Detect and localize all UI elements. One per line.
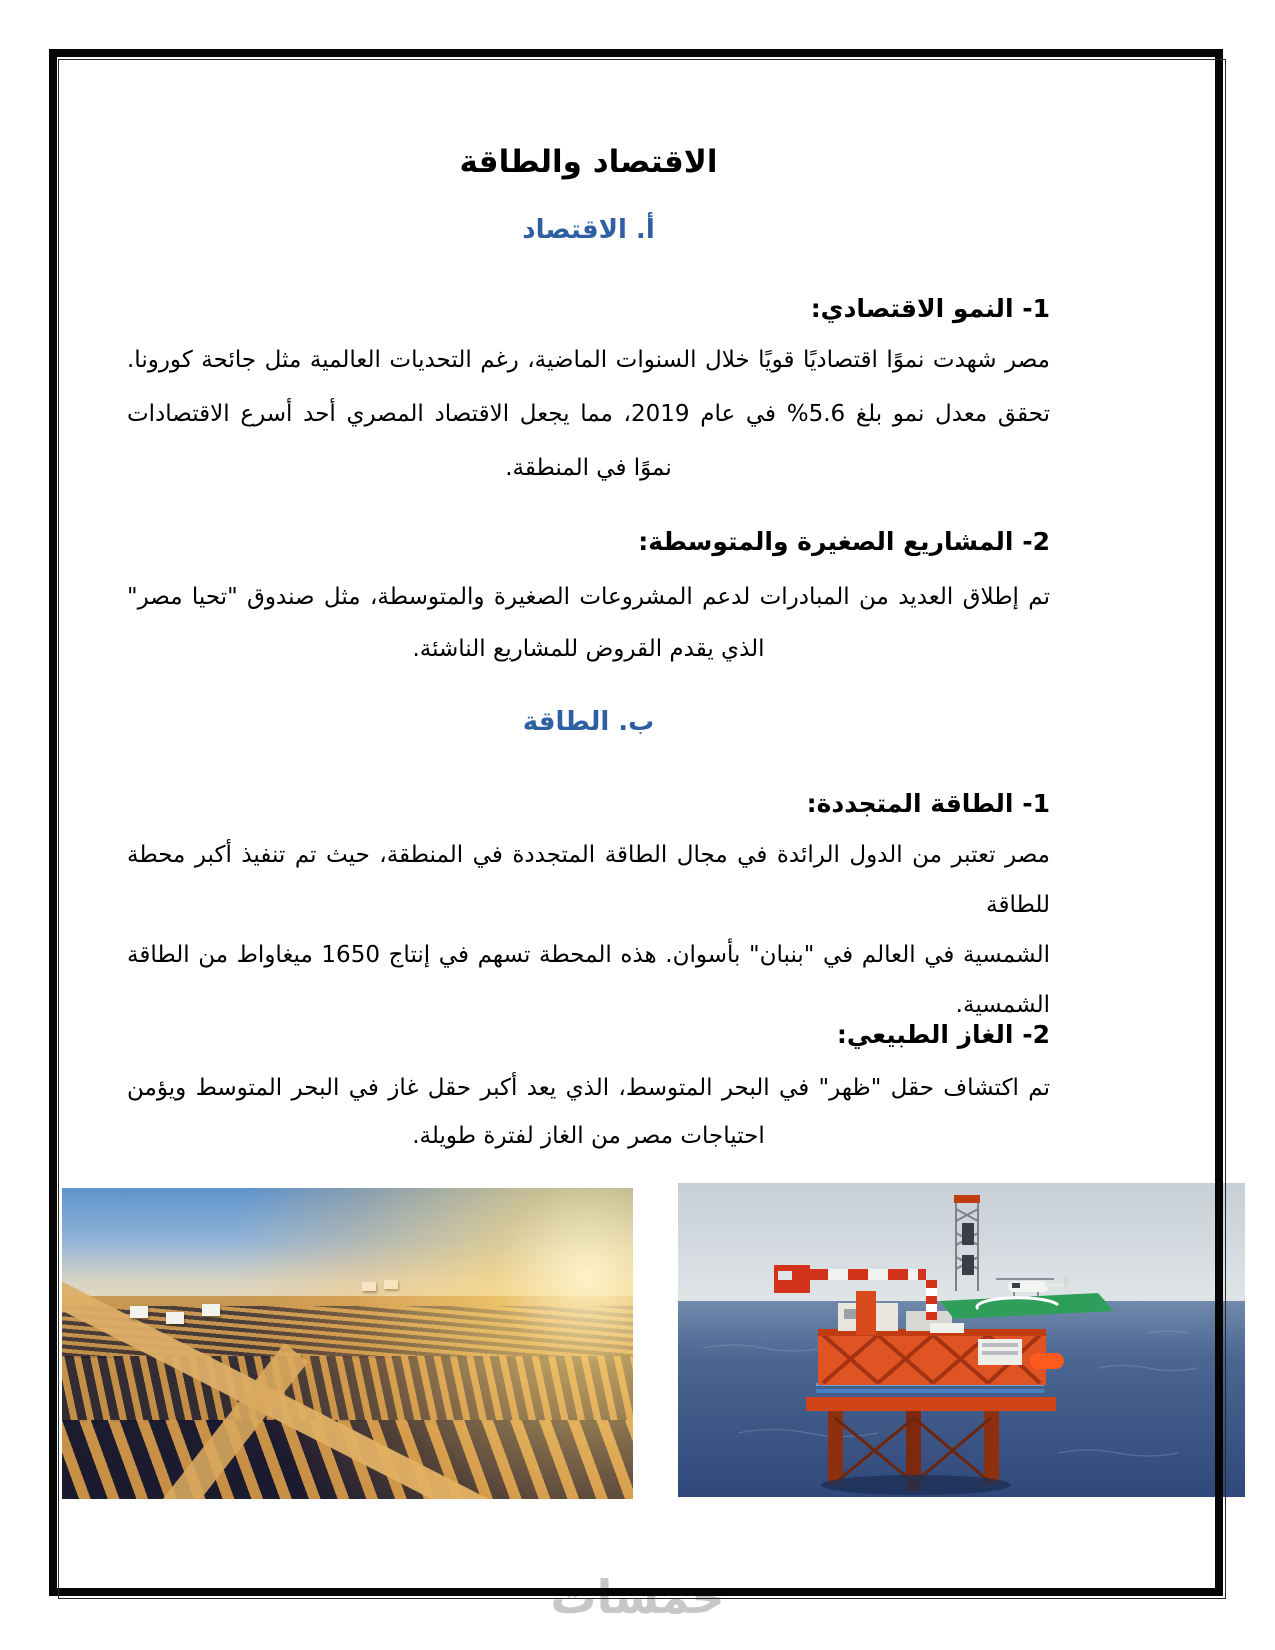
natural-gas-paragraph bbox=[127, 1064, 1050, 1160]
economic-growth-paragraph bbox=[127, 333, 1050, 495]
sme-paragraph bbox=[127, 571, 1050, 675]
paragraph-line: مصر تعتبر من الدول الرائدة في مجال الطاقة المتجددة في المنطقة، حيث تم تنفيذ أكبر محطة للطاقة bbox=[127, 842, 1050, 918]
paragraph-line: الشمسية. bbox=[955, 992, 1050, 1018]
watermark-text: خمسات bbox=[550, 1570, 725, 1624]
paragraph-line: الذي يقدم القروض للمشاريع الناشئة. bbox=[412, 636, 765, 662]
renewable-energy-heading: 1- الطاقة المتجددة: bbox=[806, 789, 1050, 818]
sme-heading: 2- المشاريع الصغيرة والمتوسطة: bbox=[638, 527, 1050, 556]
paragraph-line: تم اكتشاف حقل "ظهر" في البحر المتوسط، الذي يعد أكبر حقل غاز في البحر المتوسط ويؤمن bbox=[127, 1075, 1050, 1101]
document-title: الاقتصاد والطاقة bbox=[459, 144, 718, 180]
paragraph-line: مصر شهدت نموًا اقتصاديًا قويًا خلال السنوات الماضية، رغم التحديات العالمية مثل جائحة كورونا. bbox=[127, 347, 1050, 373]
economic-growth-heading: 1- النمو الاقتصادي: bbox=[810, 294, 1050, 323]
section-b-energy-title: ب. الطاقة bbox=[522, 707, 655, 737]
paragraph-line: الشمسية في العالم في "بنبان" بأسوان. هذه المحطة تسهم في إنتاج 1650 ميغاواط من الطاقة bbox=[127, 942, 1050, 968]
paragraph-line: تم إطلاق العديد من المبادرات لدعم المشروعات الصغيرة والمتوسطة، مثل صندوق "تحيا مصر" bbox=[127, 584, 1050, 610]
document-body bbox=[127, 0, 1050, 1650]
paragraph-line: احتياجات مصر من الغاز لفترة طويلة. bbox=[412, 1123, 765, 1149]
section-a-economy-title: أ. الاقتصاد bbox=[522, 215, 655, 245]
natural-gas-heading: 2- الغاز الطبيعي: bbox=[836, 1020, 1050, 1049]
paragraph-line: تحقق معدل نمو بلغ 5.6% في عام 2019، مما يجعل الاقتصاد المصري أحد أسرع الاقتصادات bbox=[127, 401, 1050, 427]
paragraph-line: نموًا في المنطقة. bbox=[505, 455, 672, 481]
renewable-energy-paragraph bbox=[127, 830, 1050, 1030]
